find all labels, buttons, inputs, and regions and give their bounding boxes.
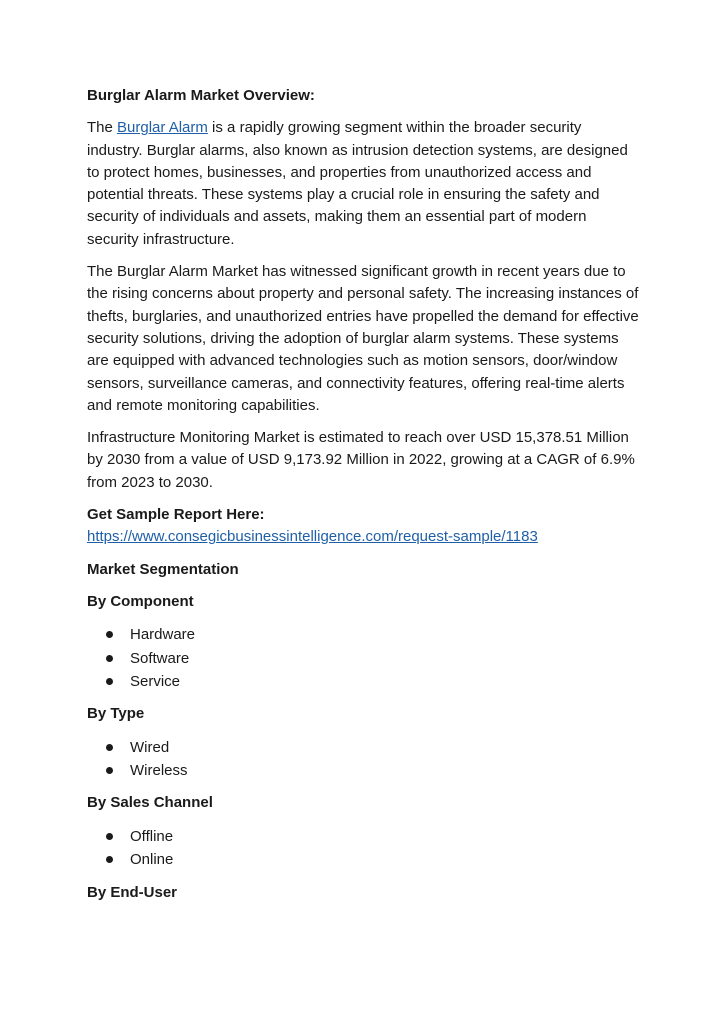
- component-list: [87, 623, 640, 693]
- overview-heading: Burglar Alarm Market Overview:: [87, 87, 315, 104]
- by-end-user-title: By End-User: [87, 883, 178, 901]
- bullet-icon: [106, 833, 113, 840]
- sample-report-link[interactable]: https://www.consegicbusinessintelligence.com/request-sample/1183: [87, 528, 538, 546]
- bullet-icon: [106, 631, 113, 638]
- growth-paragraph: The Burglar Alarm Market has witnessed significant growth in recent years due to the rising concerns about property and personal safety. The increasing instances of thefts, burglaries, and unauthorized entries have propelled the demand for effective security solutions, driving the adoption of burglar alarm systems. These systems are equipped with advanced technologies such as motion sensors, door/window sensors, surveillance cameras, and connectivity features, offering real-time alerts and remote monitoring capabilities.: [87, 263, 639, 414]
- by-component-title: By Component: [87, 592, 194, 610]
- market-size-paragraph: Infrastructure Monitoring Market is estimated to reach over USD 15,378.51 Million by 2030 from a value of USD 9,173.92 Million in 2022, growing at a CAGR of 6.9% from 2023 to 2030.: [87, 429, 635, 491]
- component-item-label: Hardware: [130, 626, 196, 644]
- type-list: [87, 736, 640, 783]
- component-item-label: Software: [130, 649, 190, 667]
- bullet-icon: [106, 744, 113, 751]
- sales-item-label: Online: [130, 851, 174, 869]
- list-item: [87, 670, 640, 693]
- list-item: [87, 759, 640, 782]
- sample-report-label: Get Sample Report Here:: [87, 506, 265, 524]
- by-type-title: By Type: [87, 705, 145, 723]
- intro-paragraph: [87, 117, 640, 251]
- by-sales-channel-title: By Sales Channel: [87, 794, 213, 812]
- component-item-label: Service: [130, 673, 181, 691]
- bullet-icon: [106, 655, 113, 662]
- bullet-icon: [106, 678, 113, 685]
- burglar-alarm-link[interactable]: Burglar Alarm: [117, 119, 208, 137]
- list-item: [87, 825, 640, 848]
- list-item: [87, 736, 640, 759]
- bullet-icon: [106, 767, 113, 774]
- list-item: [87, 848, 640, 871]
- sales-channel-list: [87, 825, 640, 872]
- bullet-icon: [106, 856, 113, 863]
- intro-prefix: The: [87, 119, 118, 137]
- intro-rest: is a rapidly growing segment within the broader security industry. Burglar alarms, also known as intrusion detection systems, are designed to protect homes, businesses, and properties from unauthorized access and potential threats. These systems play a crucial role in ensuring the safety and security of individuals and assets, making them an essential part of modern security infrastructure.: [87, 119, 628, 248]
- sales-item-label: Offline: [130, 827, 174, 845]
- list-item: [87, 647, 640, 670]
- sample-report-block: [87, 504, 640, 549]
- type-item-label: Wired: [130, 738, 170, 756]
- segmentation-title: Market Segmentation: [87, 560, 239, 578]
- type-item-label: Wireless: [130, 762, 188, 780]
- list-item: [87, 623, 640, 646]
